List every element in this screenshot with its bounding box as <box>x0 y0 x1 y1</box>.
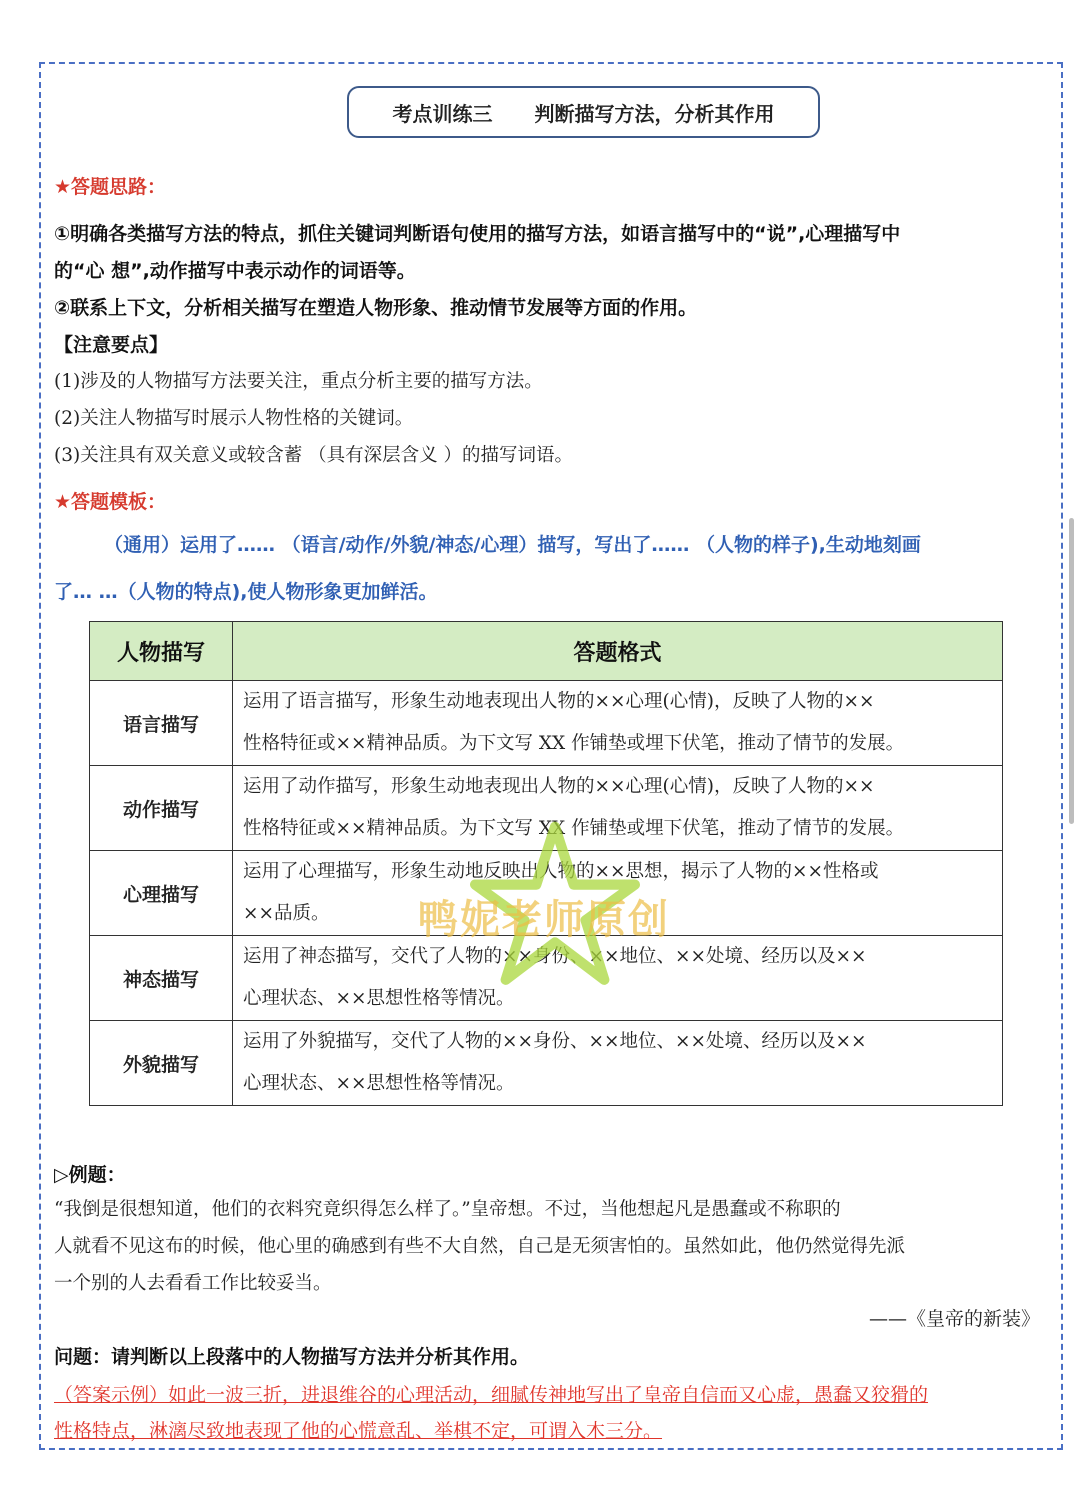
row-format <box>233 851 1003 936</box>
row-format-line-2: 性格特征或××精神品质。为下文写 XX 作铺垫或埋下伏笔，推动了情节的发展。 <box>243 818 905 839</box>
row-kind: 语言描写 <box>90 681 233 766</box>
title-right: 判断描写方法，分析其作用 <box>534 101 775 126</box>
passage-line-2: 人就看不见这布的时候，他心里的确感到有些不大自然，自己是无须害怕的。虽然如此，他仍然觉得先派 <box>54 1236 906 1257</box>
description-format-table <box>89 621 1003 1106</box>
row-kind: 动作描写 <box>90 766 233 851</box>
passage-line-1: “我倒是很想知道，他们的衣料究竟织得怎么样了。”皇帝想。不过，当他想起凡是愚蠢或不称职的 <box>54 1199 841 1220</box>
note-2: (2)关注人物描写时展示人物性格的关键词。 <box>54 408 414 429</box>
header-description-type: 人物描写 <box>90 622 233 681</box>
example-heading: ▷例题： <box>54 1164 126 1186</box>
passage-source: ——《皇帝的新装》 <box>868 1308 1040 1330</box>
answer-template-heading: ★答题模板： <box>54 491 167 513</box>
table-row <box>90 681 1003 766</box>
row-format <box>233 936 1003 1021</box>
row-format-line-1: 运用了外貌描写，交代了人物的××身份、××地位、××处境、经历以及×× <box>243 1031 867 1052</box>
note-1: (1)涉及的人物描写方法要关注，重点分析主要的描写方法。 <box>54 371 543 392</box>
row-format <box>233 681 1003 766</box>
notes-heading: 【注意要点】 <box>54 334 169 356</box>
answer-line-1: （答案示例）如此一波三折，进退维谷的心理活动，细腻传神地写出了皇帝自信而又心虚，愚蠢又狡猾的 <box>54 1384 929 1406</box>
passage-line-3: 一个别的人去看看工作比较妥当。 <box>54 1273 332 1294</box>
table-row <box>90 936 1003 1021</box>
row-format <box>233 1021 1003 1106</box>
table-row <box>90 1021 1003 1106</box>
answer-line-2: 性格特点，淋漓尽致地表现了他的心慌意乱、举棋不定，可谓入木三分。 <box>54 1420 663 1442</box>
approach-line-3: ②联系上下文，分析相关描写在塑造人物形象、推动情节发展等方面的作用。 <box>54 297 698 319</box>
row-format-line-2: 心理状态、××思想性格等情况。 <box>243 988 515 1009</box>
question-text: 问题：请判断以上段落中的人物描写方法并分析其作用。 <box>54 1346 530 1368</box>
row-format-line-2: 心理状态、××思想性格等情况。 <box>243 1073 515 1094</box>
answer-approach-heading: ★答题思路： <box>54 176 167 198</box>
row-format-line-2: ××品质。 <box>243 903 330 924</box>
title-box <box>347 86 820 138</box>
table-row <box>90 766 1003 851</box>
row-kind: 外貌描写 <box>90 1021 233 1106</box>
row-format-line-1: 运用了动作描写，形象生动地表现出人物的××心理(心情)，反映了人物的×× <box>243 776 875 797</box>
row-kind: 心理描写 <box>90 851 233 936</box>
row-kind: 神态描写 <box>90 936 233 1021</box>
row-format <box>233 766 1003 851</box>
row-format-line-1: 运用了心理描写，形象生动地反映出人物的××思想，揭示了人物的××性格或 <box>243 861 879 882</box>
row-format-line-2: 性格特征或××精神品质。为下文写 XX 作铺垫或埋下伏笔，推动了情节的发展。 <box>243 733 905 754</box>
approach-line-2: 的“心 想”,动作描写中表示动作的词语等。 <box>54 260 416 282</box>
approach-line-1: ①明确各类描写方法的特点，抓住关键词判断语句使用的描写方法，如语言描写中的“说”,心理描写中 <box>54 223 901 245</box>
header-answer-format: 答题格式 <box>233 622 1003 681</box>
row-format-line-1: 运用了语言描写，形象生动地表现出人物的××心理(心情)，反映了人物的×× <box>243 691 875 712</box>
template-line-2: 了… …（人物的特点),使人物形象更加鲜活。 <box>54 581 438 603</box>
table-row <box>90 851 1003 936</box>
table-header-row <box>90 622 1003 681</box>
scrollbar[interactable] <box>1069 518 1074 824</box>
note-3: (3)关注具有双关意义或较含蓄 （具有深层含义 ）的描写词语。 <box>54 445 573 466</box>
title-left: 考点训练三 <box>392 101 493 126</box>
row-format-line-1: 运用了神态描写，交代了人物的××身份、××地位、××处境、经历以及×× <box>243 946 867 967</box>
watermark-text: 鸭妮老师原创 <box>418 897 670 943</box>
template-line-1: （通用）运用了…… （语言/动作/外貌/神态/心理）描写，写出了…… （人物的样子),生动地刻画 <box>104 534 921 556</box>
